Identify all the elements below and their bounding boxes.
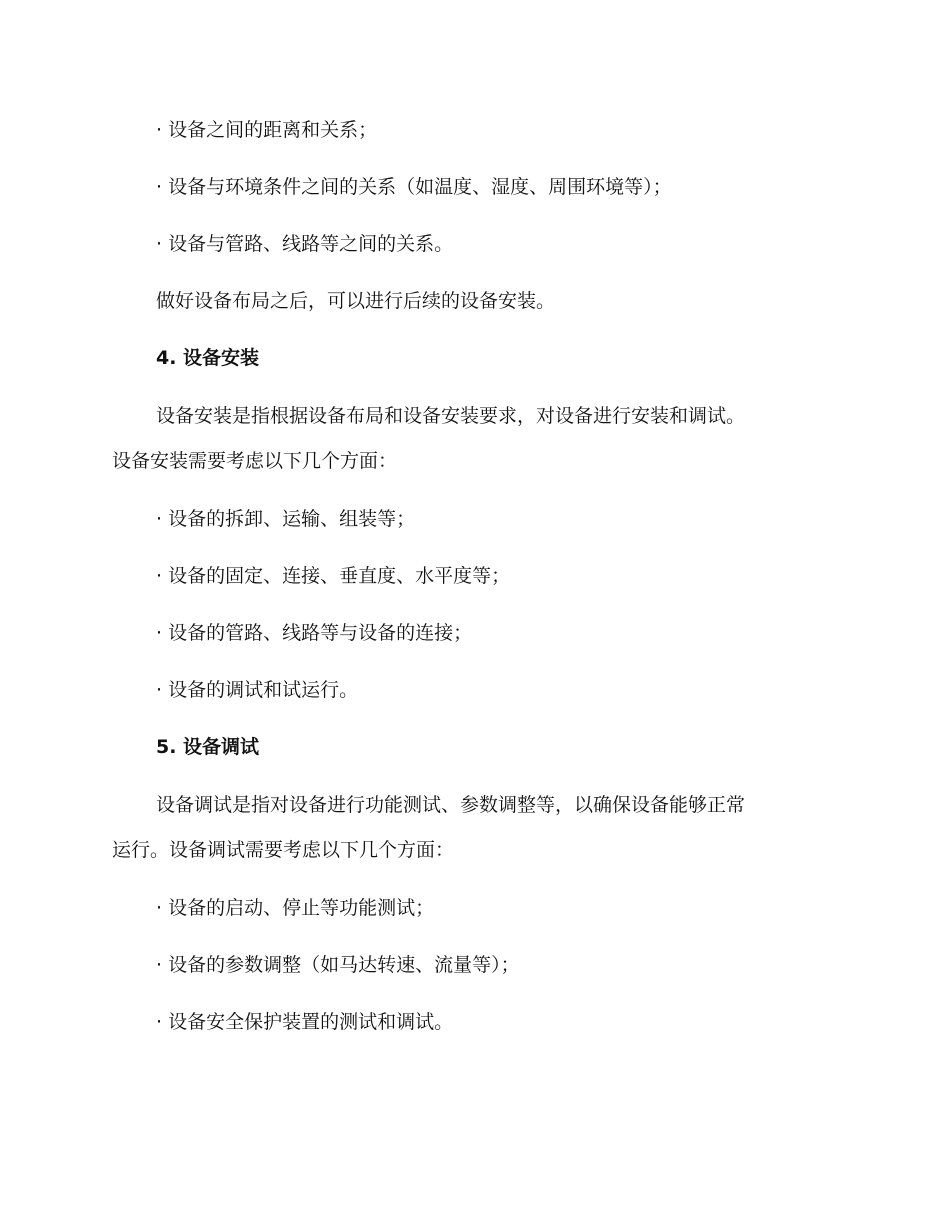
list-item: · 设备的管路、线路等与设备的连接； (156, 622, 473, 644)
list-item: · 设备与环境条件之间的关系（如温度、湿度、周围环境等）； (156, 176, 672, 198)
list-item: · 设备的固定、连接、垂直度、水平度等； (156, 565, 511, 587)
paragraph-line: 运行。设备调试需要考虑以下几个方面： (112, 839, 455, 861)
list-item: · 设备的启动、停止等功能测试； (156, 897, 435, 919)
list-item: · 设备安全保护装置的测试和调试。 (156, 1011, 454, 1033)
paragraph: 做好设备布局之后，可以进行后续的设备安装。 (156, 290, 556, 312)
section-heading: 4. 设备安装 (156, 347, 260, 369)
list-item: · 设备的参数调整（如马达转速、流量等）； (156, 954, 520, 976)
list-item: · 设备之间的距离和关系； (156, 119, 378, 141)
list-item: · 设备的拆卸、运输、组装等； (156, 508, 416, 530)
paragraph-line: 设备安装是指根据设备布局和设备安装要求，对设备进行安装和调试。 (156, 405, 746, 427)
section-heading: 5. 设备调试 (156, 736, 260, 758)
paragraph-line: 设备安装需要考虑以下几个方面： (112, 450, 398, 472)
list-item: · 设备的调试和试运行。 (156, 679, 359, 701)
list-item: · 设备与管路、线路等之间的关系。 (156, 233, 454, 255)
paragraph-line: 设备调试是指对设备进行功能测试、参数调整等，以确保设备能够正常 (156, 794, 746, 816)
